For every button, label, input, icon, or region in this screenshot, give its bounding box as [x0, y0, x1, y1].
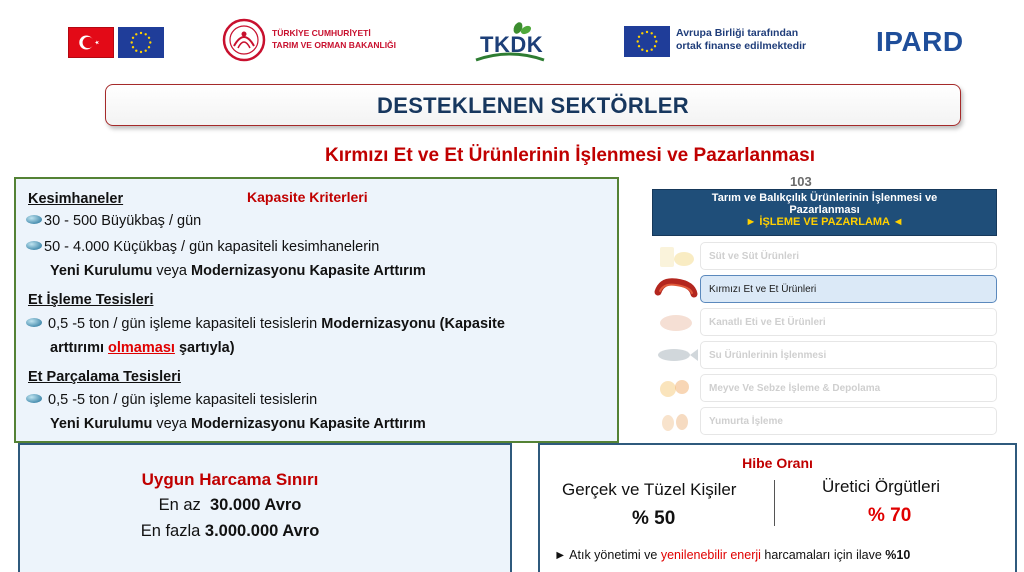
- sector-panel-header: [652, 189, 997, 236]
- sector-item-poultry[interactable]: [652, 307, 997, 337]
- eligible-expense-max: En fazla 3.000.000 Avro: [140, 522, 320, 540]
- meat-processing-item-1: 0,5 -5 ton / gün işleme kapasiteli tesislerin Modernizasyonu (Kapasite: [26, 316, 505, 332]
- eu-funding-text: [676, 27, 806, 53]
- egg-icon: [652, 406, 700, 436]
- ministry-name-line2: TARIM VE ORMAN BAKANLIĞI: [272, 40, 397, 50]
- slaughterhouse-item-1: 30 - 500 Büyükbaş / gün: [26, 213, 201, 229]
- meat-processing-heading: Et İşleme Tesisleri: [28, 292, 154, 308]
- ministry-seal-icon: [222, 18, 266, 62]
- eu-funding-line1: Avrupa Birliği tarafından: [676, 27, 799, 39]
- page-title-box: [105, 84, 961, 126]
- ministry-name-line1: TÜRKİYE CUMHURİYETİ: [272, 28, 371, 38]
- fish-icon: [652, 340, 700, 370]
- bullet-icon: [26, 215, 42, 224]
- eu-flag-icon: [624, 26, 670, 57]
- grant-rate-divider: [774, 480, 775, 526]
- meat-cutting-heading: Et Parçalama Tesisleri: [28, 369, 181, 385]
- meat-processing-item-2: arttırımı olmaması şartıyla): [50, 340, 235, 356]
- sector-subtitle: Kırmızı Et ve Et Ürünlerinin İşlenmesi ve Pazarlanması: [325, 145, 815, 166]
- page-number: 103: [790, 174, 812, 189]
- fruit-vegetable-icon: [652, 373, 700, 403]
- grant-rate-title: Hibe Oranı: [742, 455, 813, 471]
- sector-header-highlight: ► İŞLEME VE PAZARLAMA ◄: [745, 216, 904, 228]
- meat-cutting-item-1: 0,5 -5 ton / gün işleme kapasiteli tesislerin: [26, 392, 317, 408]
- grant-rate-producer-org-value: % 70: [868, 505, 912, 526]
- capacity-criteria-title: Kapasite Kriterleri: [247, 189, 368, 205]
- grant-rate-box: [538, 443, 1017, 572]
- ministry-logo: [222, 18, 422, 64]
- bullet-icon: [26, 318, 42, 327]
- grant-rate-note: ► Atık yönetimi ve yenilenebilir enerji harcamaları için ilave %10: [554, 548, 911, 562]
- ipard-logo: IPARD: [876, 26, 964, 57]
- slaughterhouse-item-2: 50 - 4.000 Küçükbaş / gün kapasiteli kesimhanelerin: [26, 239, 379, 255]
- sector-item-label: Kırmızı Et ve Et Ürünleri: [700, 275, 997, 303]
- eligible-expense-min: En az 30.000 Avro: [158, 496, 302, 514]
- sector-item-label: Süt ve Süt Ürünleri: [700, 242, 997, 270]
- slaughterhouse-item-3: Yeni Kurulumu veya Modernizasyonu Kapasite Arttırım: [50, 263, 426, 279]
- sector-item-fruit-vegetable[interactable]: [652, 373, 997, 403]
- sector-item-label: Su Ürünlerinin İşlenmesi: [700, 341, 997, 369]
- sector-item-red-meat[interactable]: [652, 274, 997, 304]
- eligible-expense-title: Uygun Harcama Sınırı: [141, 470, 319, 489]
- turkey-flag-icon: [68, 27, 114, 58]
- bullet-icon: [26, 241, 42, 250]
- meat-cutting-item-2: Yeni Kurulumu veya Modernizasyonu Kapasite Arttırım: [50, 416, 426, 432]
- sector-item-dairy[interactable]: [652, 241, 997, 271]
- sausage-icon: [652, 274, 700, 304]
- sector-header-line2: Pazarlanması: [789, 204, 860, 216]
- grant-rate-individuals-label: Gerçek ve Tüzel Kişiler: [562, 480, 737, 499]
- eligible-expense-box: [18, 443, 512, 572]
- poultry-icon: [652, 307, 700, 337]
- sector-item-label: Kanatlı Eti ve Et Ürünleri: [700, 308, 997, 336]
- sector-header-line1: Tarım ve Balıkçılık Ürünlerinin İşlenmesi ve: [711, 192, 938, 204]
- eu-funding-line2: ortak finanse edilmektedir: [676, 40, 807, 52]
- sector-item-label: Yumurta İşleme: [700, 407, 997, 435]
- bullet-icon: [26, 394, 42, 403]
- eu-flag-icon: [118, 27, 164, 58]
- sector-item-egg[interactable]: [652, 406, 997, 436]
- slaughterhouse-heading: Kesimhaneler: [28, 191, 124, 207]
- grant-rate-individuals-value: % 50: [632, 508, 676, 529]
- grant-rate-producer-org-label: Üretici Örgütleri: [822, 477, 941, 496]
- page-title: DESTEKLENEN SEKTÖRLER: [377, 93, 689, 118]
- dairy-products-icon: [652, 241, 700, 271]
- sector-item-label: Meyve Ve Sebze İşleme & Depolama: [700, 374, 997, 402]
- tkdk-logo: [470, 18, 550, 66]
- logo-strip: [0, 0, 1024, 82]
- tkdk-logo-text: TKDK: [480, 32, 544, 57]
- sector-item-fish[interactable]: [652, 340, 997, 370]
- capacity-criteria-box: [14, 177, 619, 443]
